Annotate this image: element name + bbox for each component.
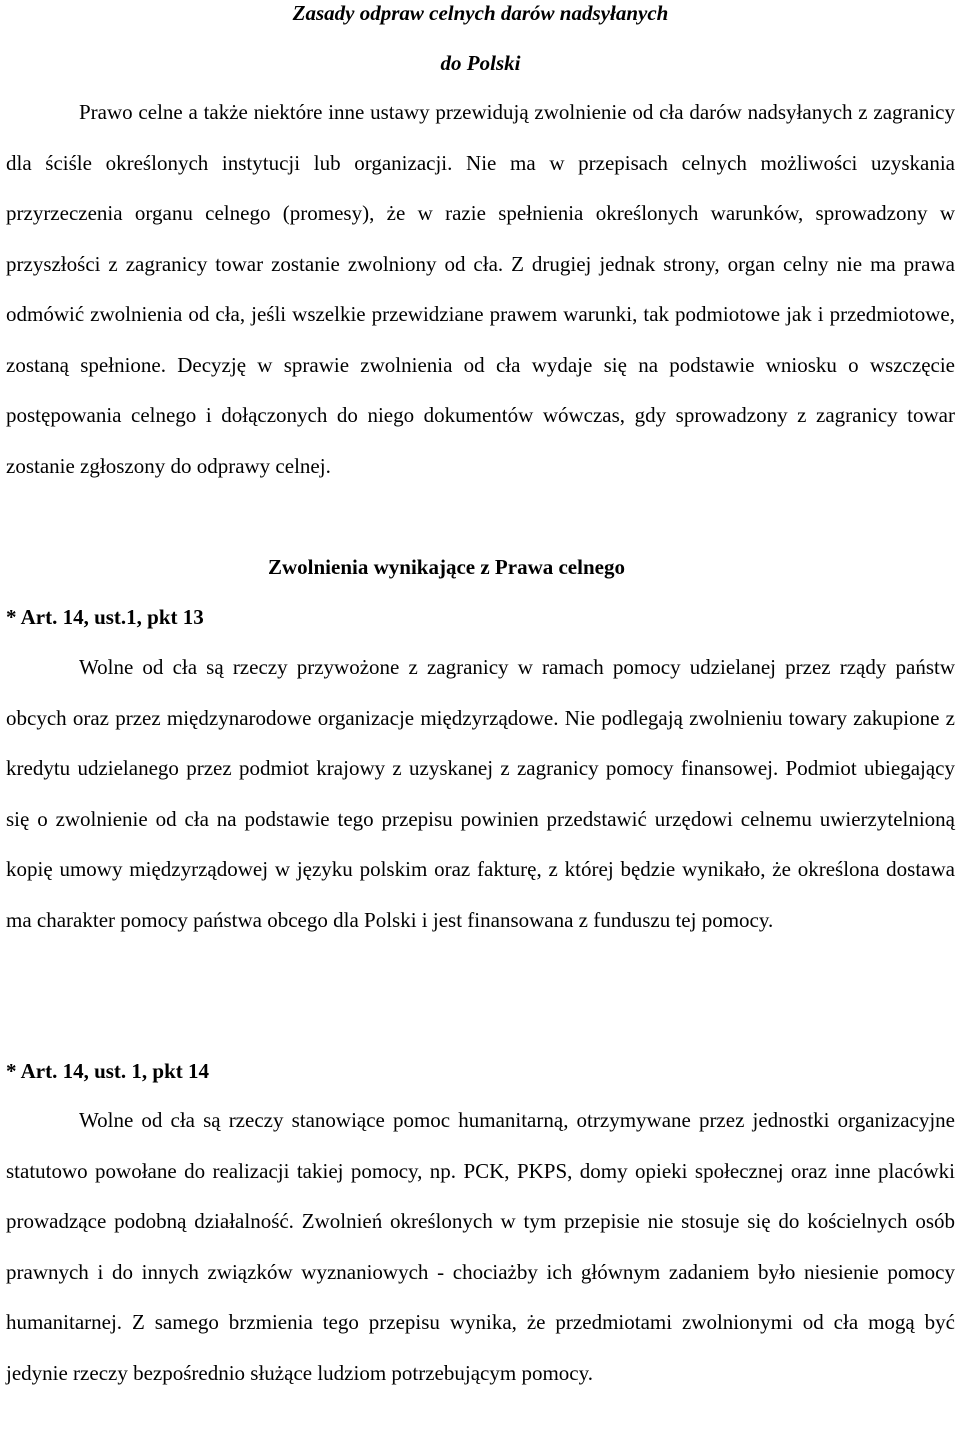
article-text-pkt-14: Wolne od cła są rzeczy stanowiące pomoc humanitarną, otrzymywane przez jednostki organizacyjne statutowo powołane do realizacji takiej pomocy, np. PCK, PKPS, domy opieki społecznej oraz inne placówki prowadzące podobną działalność. Zwolnień określonych w tym przepisie nie stosuje się do kościelnych osób prawnych i do innych związków wyznaniowych - chociażby ich głównym zadaniem było niesienie pomocy humanitarnej. Z samego brzmienia tego przepisu wynika, że przedmiotami zwolnionymi od cła mogą być jedynie rzeczy bezpośrednio służące ludziom potrzebującym pomocy. <box>6 1108 955 1385</box>
article-text-pkt-13: Wolne od cła są rzeczy przywożone z zagranicy w ramach pomocy udzielanej przez rządy państw obcych oraz przez międzynarodowe organizacje międzyrządowe. Nie podlegają zwolnieniu towary zakupione z kredytu udzielanego przez podmiot krajowy z uzyskanej z zagranicy pomocy finansowej. Podmiot ubiegający się o zwolnienie od cła na podstawie tego przepisu powinien przedstawić urzędowi celnemu uwierzytelnioną kopię umowy międzyrządowej w języku polskim oraz fakturę, z której będzie wynikało, że określona dostawa ma charakter pomocy państwa obcego dla Polski i jest finansowana z funduszu tej pomocy. <box>6 655 955 932</box>
section-heading: Zwolnienia wynikające z Prawa celnego <box>268 555 625 579</box>
document-title-line-1: Zasady odpraw celnych darów nadsyłanych <box>292 1 669 25</box>
article-heading-pkt-13: * Art. 14, ust.1, pkt 13 <box>6 605 204 629</box>
intro-paragraph: Prawo celne a także niektóre inne ustawy przewidują zwolnienie od cła darów nadsyłanych z zagranicy dla ściśle określonych instytucji lub organizacji. Nie ma w przepisach celnych możliwości uzyskania przyrzeczenia organu celnego (promesy), że w razie spełnienia określonych warunków, sprowadzony w przyszłości z zagranicy towar zostanie zwolniony od cła. Z drugiej jednak strony, organ celny nie ma prawa odmówić zwolnienia od cła, jeśli wszelkie przewidziane prawem warunki, tak podmiotowe jak i przedmiotowe, zostaną spełnione. Decyzję w sprawie zwolnienia od cła wydaje się na podstawie wniosku o wszczęcie postępowania celnego i dołączonych do niego dokumentów wówczas, gdy sprowadzony z zagranicy towar zostanie zgłoszony do odprawy celnej. <box>6 100 955 478</box>
article-heading-pkt-14: * Art. 14, ust. 1, pkt 14 <box>6 1059 210 1083</box>
document-title-line-2: do Polski <box>440 51 521 75</box>
